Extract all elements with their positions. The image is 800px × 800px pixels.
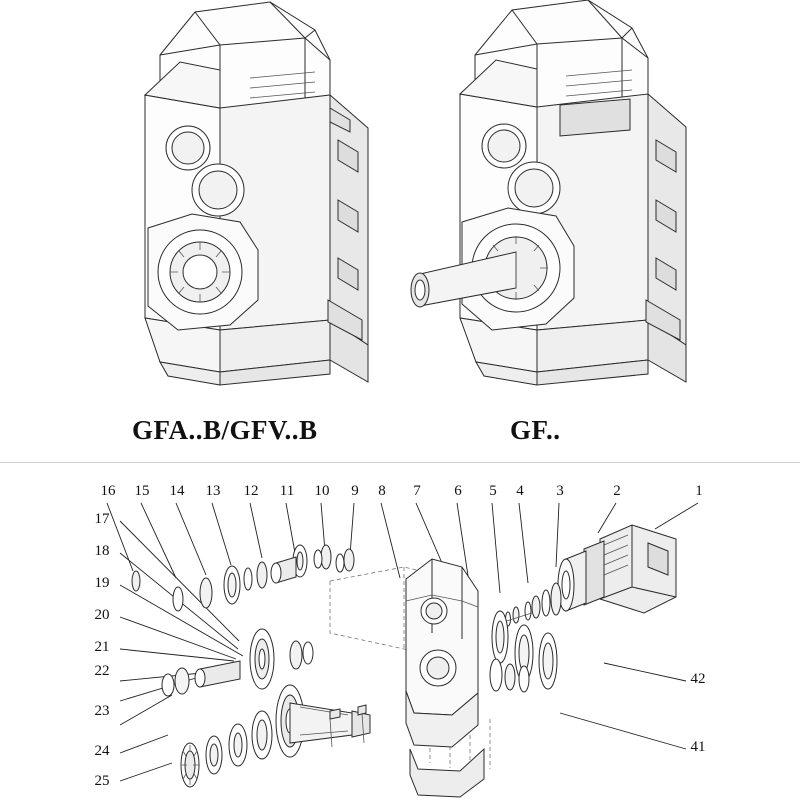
part-label-23: 23 [94,703,110,719]
part-label-24: 24 [94,743,110,759]
part-label-10: 10 [314,483,330,499]
caption-right: GF.. [510,415,561,445]
part-label-8: 8 [378,483,386,499]
part-label-12: 12 [243,483,259,499]
part-label-15: 15 [134,483,150,499]
part-label-20: 20 [94,607,110,623]
part-label-19: 19 [94,575,110,591]
part-label-25: 25 [94,773,110,789]
part-label-7: 7 [413,483,421,499]
part-label-6: 6 [454,483,462,499]
part-label-16: 16 [100,483,116,499]
part-label-4: 4 [516,483,524,499]
gearbox-right-figure [400,0,700,400]
part-label-1: 1 [695,483,703,499]
gearbox-left-figure [100,0,380,400]
part-label-3: 3 [556,483,564,499]
part-label-21: 21 [94,639,110,655]
caption-left: GFA..B/GFV..B [132,415,318,445]
part-label-14: 14 [169,483,185,499]
part-label-22: 22 [94,663,110,679]
part-label-17: 17 [94,511,110,527]
part-label-9: 9 [351,483,359,499]
exploded-view [0,463,800,800]
part-label-42: 42 [690,671,706,687]
part-label-11: 11 [279,483,295,499]
part-label-13: 13 [205,483,221,499]
part-label-41: 41 [690,739,706,755]
part-label-5: 5 [489,483,497,499]
part-label-18: 18 [94,543,110,559]
part-label-2: 2 [613,483,621,499]
